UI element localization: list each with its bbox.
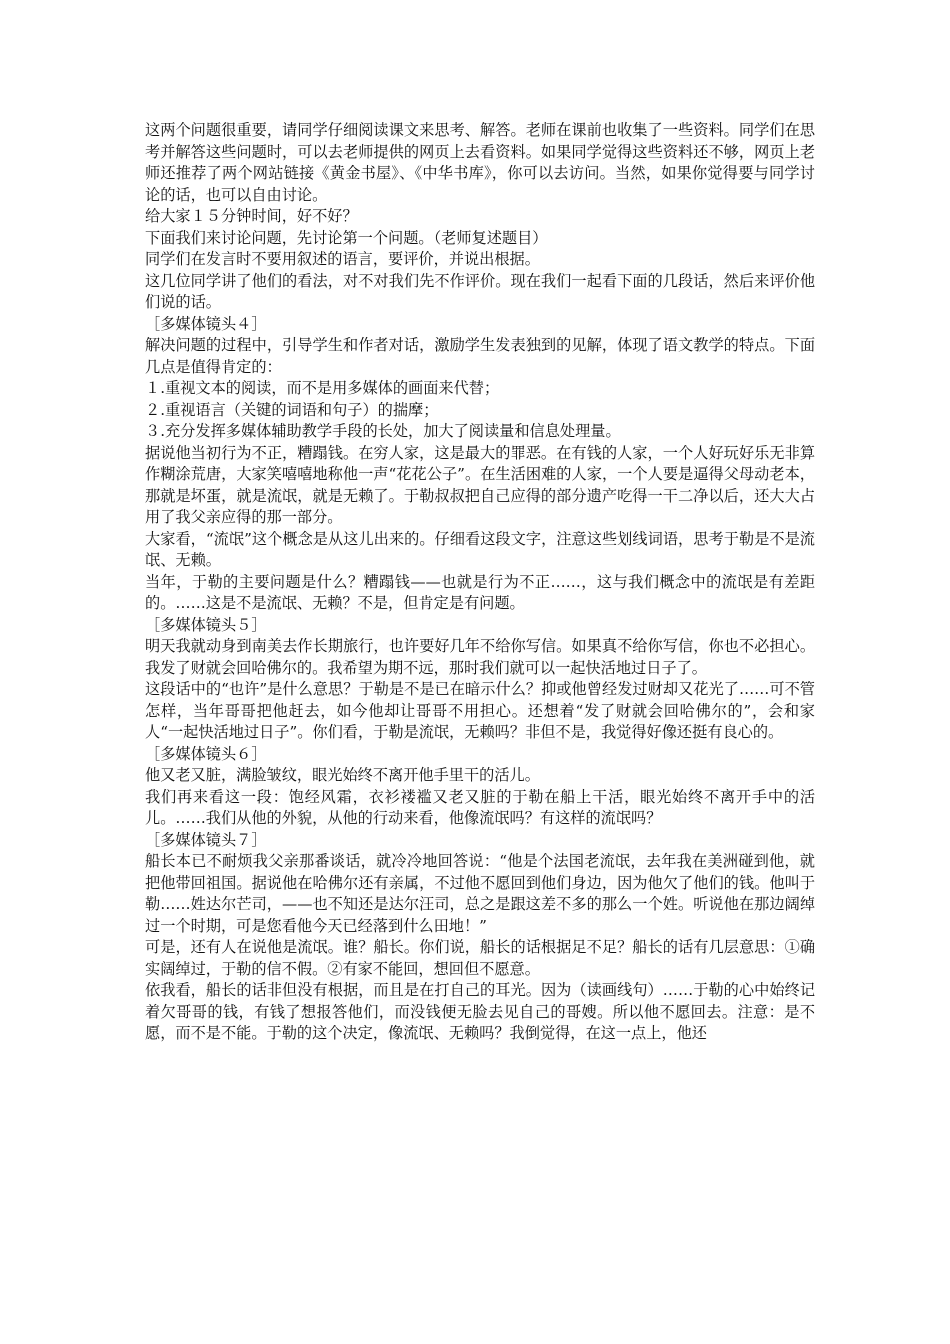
quoted-passage: 明天我就动身到南美去作长期旅行，也许要好几年不给你写信。如果真不给你写信，你也不必担心。我发了财就会回哈佛尔的。我希望为期不远，那时我们就可以一起快活地过日子了。 [145, 637, 815, 677]
paragraph: 这几位同学讲了他们的看法，对不对我们先不作评价。现在我们一起看下面的几段话，然后来评价他们说的话。 [145, 271, 815, 311]
section-marker: ［多媒体镜头７］ [145, 830, 267, 849]
quoted-passage: 船长本已不耐烦我父亲那番谈话，就冷冷地回答说：“他是个法国老流氓，去年我在美洲碰到他，就把他带回祖国。据说他在哈佛尔还有亲属，不过他不愿回到他们身边，因为他欠了他们的钱。他叫于勒……姓达尔芒司，——也不知还是达尔汪司，总之是跟这差不多的那么一个姓。听说他在那边阔绰过一个时期，可是您看他今天已经落到什么田地！” [145, 852, 815, 935]
paragraph: 大家看，“流氓”这个概念是从这儿出来的。仔细看这段文字，注意这些划线词语，思考于勒是不是流氓、无赖。 [145, 529, 815, 569]
section-marker: ［多媒体镜头４］ [145, 314, 267, 333]
list-item: １.重视文本的阅读，而不是用多媒体的画面来代替； [145, 379, 500, 397]
quoted-passage: 他又老又脏，满脸皱纹，眼光始终不离开他手里干的活儿。 [145, 766, 540, 784]
paragraph: 依我看，船长的话非但没有根据，而且是在打自己的耳光。因为（读画线句）……于勒的心中始终记着欠哥哥的钱，有钱了想报答他们，而没钱便无脸去见自己的哥嫂。所以他不愿回去。注意：是不愿，而不是不能。于勒的这个决定，像流氓、无赖吗？我倒觉得，在这一点上，他还 [145, 981, 815, 1042]
list-item: ２.重视语言（关键的词语和句子）的揣摩； [145, 400, 439, 419]
paragraph: 给大家１５分钟时间，好不好？ [145, 207, 358, 225]
document-body [145, 120, 815, 1045]
paragraph: 下面我们来讨论问题，先讨论第一个问题。（老师复述题目） [145, 228, 548, 247]
paragraph: 当年，于勒的主要问题是什么？糟蹋钱——也就是行为不正……，这与我们概念中的流氓是有差距的。……这是不是流氓、无赖？不是，但肯定是有问题。 [145, 572, 815, 612]
section-marker: ［多媒体镜头５］ [145, 615, 267, 634]
paragraph: 我们再来看这一段：饱经风霜，衣衫褛褴又老又脏的于勒在船上干活，眼光始终不离开手中的活儿。……我们从他的外貌，从他的行动来看，他像流氓吗？有这样的流氓吗？ [145, 787, 815, 827]
quoted-passage: 据说他当初行为不正，糟蹋钱。在穷人家，这是最大的罪恶。在有钱的人家，一个人好玩好乐无非算作糊涂荒唐，大家笑嘻嘻地称他一声“花花公子”。在生活困难的人家，一个人要是逼得父母动老本，那就是坏蛋，就是流氓，就是无赖了。于勒叔叔把自己应得的部分遗产吃得一干二净以后，还大大占用了我父亲应得的那一部分。 [145, 443, 815, 526]
paragraph: 同学们在发言时不要用叙述的语言，要评价，并说出根据。 [145, 250, 540, 268]
paragraph: 这两个问题很重要，请同学仔细阅读课文来思考、解答。老师在课前也收集了一些资料。同学们在思考并解答这些问题时，可以去老师提供的网页上去看资料。如果同学觉得这些资料还不够，网页上老师还推荐了两个网站链接《黄金书屋》、《中华书库》，你可以去访问。当然，如果你觉得要与同学讨论的话，也可以自由讨论。 [145, 121, 815, 204]
paragraph: 这段话中的“也许”是什么意思？于勒是不是已在暗示什么？抑或他曾经发过财却又花光了……可不管怎样，当年哥哥把他赶去，如今他却让哥哥不用担心。还想着“发了财就会回哈佛尔的”，会和家人“一起快活地过日子”。你们看，于勒是流氓，无赖吗？非但不是，我觉得好像还挺有良心的。 [145, 680, 815, 741]
paragraph: 解决问题的过程中，引导学生和作者对话，激励学生发表独到的见解，体现了语文教学的特点。下面几点是值得肯定的： [145, 336, 815, 376]
paragraph: 可是，还有人在说他是流氓。谁？船长。你们说，船长的话根据足不足？船长的话有几层意思：①确实阔绰过，于勒的信不假。②有家不能回，想回但不愿意。 [145, 938, 815, 978]
section-marker: ［多媒体镜头６］ [145, 744, 267, 763]
list-item: ３.充分发挥多媒体辅助教学手段的长处，加大了阅读量和信息处理量。 [145, 422, 621, 440]
